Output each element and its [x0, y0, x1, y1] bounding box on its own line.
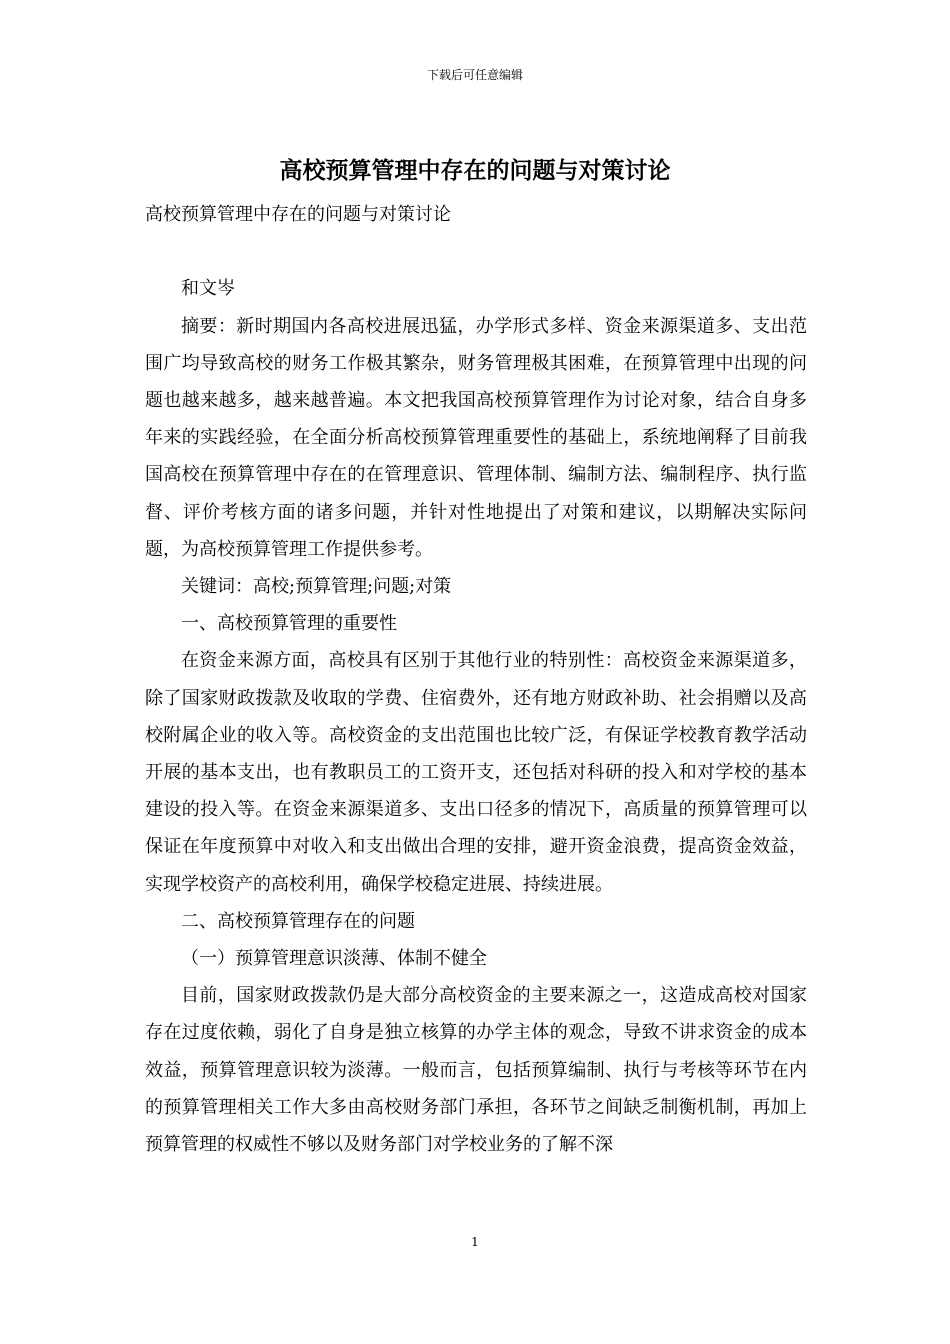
section-1-paragraph: 在资金来源方面，高校具有区别于其他行业的特别性：高校资金来源渠道多，除了国家财政拨款及收取的学费、住宿费外，还有地方财政补助、社会捐赠以及高校附属企业的收入等。高校资金的支出范围也比较广泛，有保证学校教育教学活动开展的基本支出，也有教职员工的工资开支，还包括对科研的投入和对学校的基本建设的投入等。在资金来源渠道多、支出口径多的情况下，高质量的预算管理可以保证在年度预算中对收入和支出做出合理的安排，避开资金浪费，提高资金效益，实现学校资产的高校利用，确保学校稳定进展、持续进展。 [145, 650, 807, 895]
author-name: 和文岑 [181, 278, 235, 300]
page-number: 1 [471, 1235, 479, 1249]
page-header-note: 下载后可任意编辑 [426, 68, 523, 82]
abstract-paragraph: 摘要：新时期国内各高校进展迅猛，办学形式多样、资金来源渠道多、支出范围广均导致高校的财务工作极其繁杂，财务管理极其困难，在预算管理中出现的问题也越来越多，越来越普遍。本文把我国高校预算管理作为讨论对象，结合自身多年来的实践经验，在全面分析高校预算管理重要性的基础上，系统地阐释了目前我国高校在预算管理中存在的在管理意识、管理体制、编制方法、编制程序、执行监督、评价考核方面的诸多问题，并针对性地提出了对策和建议，以期解决实际问题，为高校预算管理工作提供参考。 [145, 315, 807, 560]
document-subtitle: 高校预算管理中存在的问题与对策讨论 [145, 204, 451, 225]
subsection-heading-1: （一）预算管理意识淡薄、体制不健全 [181, 948, 487, 970]
document-title: 高校预算管理中存在的问题与对策讨论 [279, 157, 671, 184]
section-heading-2: 二、高校预算管理存在的问题 [181, 910, 415, 932]
keywords-line: 关键词：高校;预算管理;问题;对策 [181, 576, 452, 598]
document-body [145, 196, 807, 1163]
subsection-1-paragraph: 目前，国家财政拨款仍是大部分高校资金的主要来源之一，这造成高校对国家存在过度依赖，弱化了自身是独立核算的办学主体的观念，导致不讲求资金的成本效益，预算管理意识较为淡薄。一般而言，包括预算编制、执行与考核等环节在内的预算管理相关工作大多由高校财务部门承担，各环节之间缺乏制衡机制，再加上预算管理的权威性不够以及财务部门对学校业务的了解不深 [145, 985, 807, 1156]
section-heading-1: 一、高校预算管理的重要性 [181, 613, 397, 635]
blank-line [145, 233, 807, 270]
